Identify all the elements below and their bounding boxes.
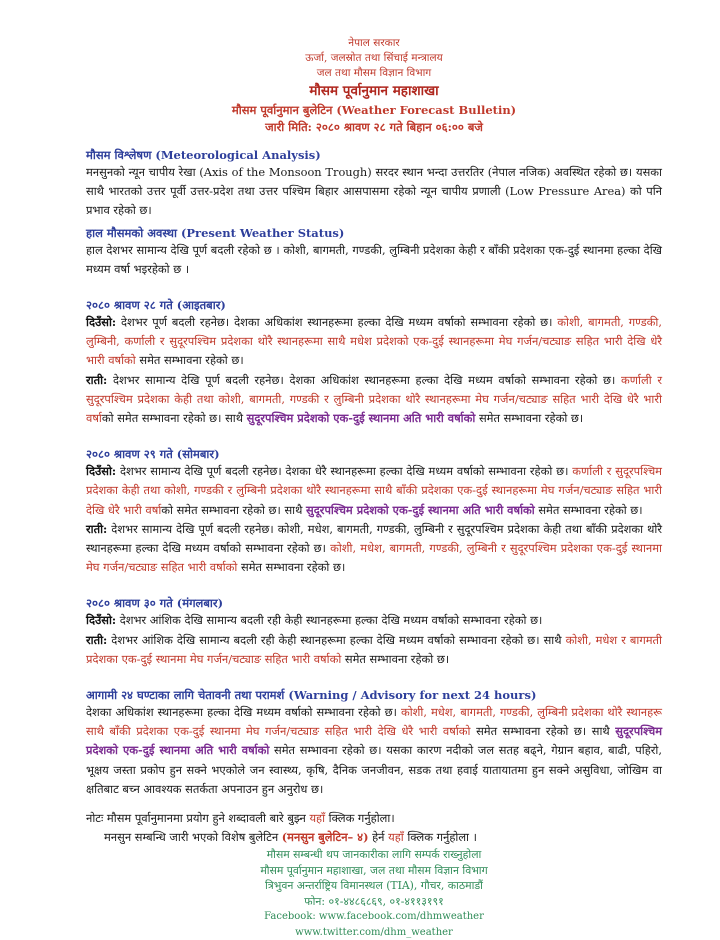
- night-text: समेत सम्भावना रहेको छ।: [237, 560, 346, 575]
- note-text: नोटः मौसम पूर्वानुमानमा प्रयोग हुने शब्दावली बारे बुझ्न: [86, 811, 310, 826]
- day1-daytime: [86, 313, 662, 371]
- night-text: समेत सम्भावना रहेको छ।: [341, 651, 450, 666]
- issue-date: जारी मिति: २०८० श्रावण २८ गते बिहान ०६:०० बजे: [265, 120, 483, 134]
- analysis-text: मनसुनको न्यून चापीय रेखा (Axis of the Monsoon Trough) सरदर स्थान भन्दा उत्तरतिर (नेपाल नजिक) अवस्थित रहेको छ। यसका साथै भारतको उत्तर पूर्वी उत्तर-प्रदेश तथा उत्तर पश्चिम बिहार आसपासमा रहेको न्यून चापीय प्रणाली (Low Pressure Area) को पनि प्रभाव रहेको छ।: [86, 165, 662, 218]
- day2-title: २०८० श्रावण २९ गते (सोमबार): [86, 447, 220, 462]
- very-heavy-rain-text: सुदूरपश्चिम प्रदेशको एक-दुई स्थानमा अति भारी वर्षाको: [246, 411, 476, 426]
- contact-intro: मौसम सम्बन्धी थप जानकारीका लागि सम्पर्क राख्नुहोला: [266, 848, 482, 862]
- heavy-rain-text: कर्णाली र सुदूरपश्चिम प्रदेशका केही तथा कोशी, बागमती, गण्डकी र लुम्बिनी प्रदेशका थोरै स्थानहरूमा मेघ गर्जन/चट्याङ सहित भारी देखि धेरै भारी वर्षा: [86, 372, 662, 426]
- ministry-name: ऊर्जा, जलस्रोत तथा सिंचाई मन्त्रालय: [305, 52, 443, 64]
- analysis-title: मौसम विश्लेषण (Meteorological Analysis): [86, 148, 321, 162]
- contact-division: मौसम पूर्वानुमान महाशाखा, जल तथा मौसम विज्ञान विभाग: [260, 863, 488, 877]
- twitter-link[interactable]: www.twitter.com/dhm_weather: [295, 926, 453, 938]
- note-text: हेर्न: [368, 830, 389, 845]
- heavy-rain-text: कोशी, मधेश, बागमती, गण्डकी, लुम्बिनी र सुदूरपश्चिम प्रदेशका एक-दुई स्थानमा मेघ गर्जन/चट्याङ सहित भारी वर्षाको: [86, 541, 662, 575]
- day-text: देशभर आंशिक देखि सामान्य बदली रही केही स्थानहरूमा हल्का देखि मध्यम वर्षाको सम्भावना रहेको छ।: [116, 613, 543, 628]
- heavy-rain-text: कोशी, मधेश र बागमती प्रदेशका एक-दुई स्थानमा मेघ गर्जन/चट्याङ सहित भारी वर्षाको: [86, 632, 662, 666]
- day3-daytime: [86, 611, 662, 630]
- division-title: मौसम पूर्वानुमान महाशाखा: [309, 83, 439, 99]
- very-heavy-rain-text: सुदूरपश्चिम प्रदेशको एक-दुई स्थानमा अति भारी वर्षाको: [306, 502, 535, 517]
- warning-text-part: समेत सम्भावना रहेको छ। साथै: [470, 724, 616, 739]
- govt-name: नेपाल सरकार: [348, 37, 400, 49]
- day2-night: [86, 520, 662, 578]
- night-text: को समेत सम्भावना रहेको छ। साथै: [101, 411, 247, 426]
- note-text: क्लिक गर्नुहोला ।: [403, 830, 477, 845]
- day-label: दिउँसो:: [86, 613, 117, 628]
- night-label: राती:: [86, 521, 108, 536]
- day-text: देशभर सामान्य देखि पूर्ण बदली रहनेछ। देशका धेरै स्थानहरूमा हल्का देखि मध्यम वर्षाको सम्भावना रहेको छ।: [116, 464, 573, 479]
- heavy-rain-text: कोशी, मधेश, बागमती, गण्डकी, लुम्बिनी प्रदेशका थोरै स्थानहरू साथै बाँकी प्रदेशका एक-दुई स्थानमा मेघ गर्जन/चट्याङ सहित भारी देखि धेरै भारी वर्षाको: [86, 705, 662, 739]
- notes-block: [86, 809, 662, 847]
- current-weather-title: हाल मौसमको अवस्था (Present Weather Status): [86, 225, 345, 240]
- warning-text: [86, 703, 662, 799]
- night-text: समेत सम्भावना रहेको छ।: [475, 411, 584, 426]
- heavy-rain-text: कोशी, बागमती, गण्डकी, लुम्बिनी, कर्णाली र सुदूरपश्चिम प्रदेशका थोरै स्थानहरूमा साथै मधेश प्रदेशको एक-दुई स्थानहरूमा मेघ गर्जन/चट्याङ सहित भारी देखि धेरै भारी वर्षाको: [86, 315, 662, 368]
- monsoon-bulletin-label: (मनसुन बुलेटिन– ४): [281, 830, 369, 845]
- contact-address: त्रिभुवन अन्तर्राष्ट्रिय विमानस्थल (TIA), गौचर, काठमाडौं: [265, 879, 483, 893]
- contact-footer: [86, 847, 662, 940]
- day3-night: [86, 631, 662, 669]
- night-text: देशभर आंशिक देखि सामान्य बदली रही केही स्थानहरूमा हल्का देखि मध्यम वर्षाको सम्भावना रहेको छ। साथै: [107, 632, 566, 647]
- heavy-rain-text: कर्णाली र सुदूरपश्चिम प्रदेशका केही तथा कोशी, गण्डकी र लुम्बिनी प्रदेशका थोरै स्थानहरूमा साथै बाँकी प्रदेशका एक-दुई स्थानहरूमा मेघ गर्जन/चट्याङ सहित भारी देखि धेरै भारी वर्षा: [86, 464, 662, 517]
- bulletin-header: [86, 36, 662, 135]
- day-text: देशभर पूर्ण बदली रहनेछ। देशका अधिकांश स्थानहरूमा हल्का देखि मध्यम वर्षाको सम्भावना रहेको छ।: [116, 315, 558, 330]
- contact-phone: फोन: ०१-४४८६८६९, ०१-४११३१९१: [304, 894, 444, 908]
- night-text: देशभर सामान्य देखि पूर्ण बदली रहनेछ। देशका अधिकांश स्थानहरूमा हल्का देखि मध्यम वर्षाको सम्भावना रहेको छ।: [107, 372, 622, 387]
- day-text: को समेत सम्भावना रहेको छ। साथै: [161, 502, 307, 517]
- night-label: राती:: [86, 372, 108, 387]
- day2-daytime: [86, 462, 662, 520]
- day-label: दिउँसो:: [86, 464, 117, 479]
- day1-night: [86, 371, 662, 429]
- current-weather-text: हाल देशभर सामान्य देखि पूर्ण बदली रहेको छ । कोशी, बागमती, गण्डकी, लुम्बिनी प्रदेशका केही र बाँकी प्रदेशका एक-दुई स्थानमा हल्का देखि मध्यम वर्षा भइरहेको छ ।: [86, 242, 662, 276]
- night-text: देशभर सामान्य देखि पूर्ण बदली रहनेछ। कोशी, मधेश, बागमती, गण्डकी, लुम्बिनी र सुदूरपश्चिम प्रदेशका केही तथा बाँकी प्रदेशका थोरै स्थानहरूमा हल्का देखि मध्यम वर्षाको सम्भावना रहेको छ।: [86, 521, 662, 556]
- note-text: क्लिक गर्नुहोला।: [325, 811, 395, 826]
- warning-text-part: देशका अधिकांश स्थानहरूमा हल्का देखि मध्यम वर्षाको सम्भावना रहेको छ।: [86, 705, 401, 720]
- night-label: राती:: [86, 632, 108, 647]
- warning-title: आगामी २४ घण्टाका लागि चेतावनी तथा परामर्श (Warning / Advisory for next 24 hours): [86, 688, 537, 703]
- day-text: समेत सम्भावना रहेको छ।: [534, 502, 643, 517]
- warning-text-part: समेत सम्भावना रहेको छ। यसका कारण नदीको जल सतह बढ्ने, गेग्रान बहाव, बाढी, पहिरो, भूक्षय जस्ता प्रकोप हुन सक्ने भएकोले जन स्वास्थ्य, कृषि, दैनिक जनजीवन, सडक तथा हवाई यातायातमा हुन सक्ने असुविधा, जोखिम वा क्षतिबाट बच्न आवश्यक सतर्कता अपनाउन हुन अनुरोध छ।: [86, 743, 662, 796]
- bulletin-title: मौसम पूर्वानुमान बुलेटिन (Weather Forecast Bulletin): [231, 103, 517, 117]
- very-heavy-rain-text: सुदूरपश्चिम प्रदेशको एक-दुई स्थानमा अति भारी वर्षाको: [86, 724, 663, 758]
- day3-title: २०८० श्रावण ३० गते (मंगलबार): [86, 596, 224, 611]
- monsoon-bulletin-link[interactable]: यहाँ: [388, 830, 404, 845]
- note-terminology: [86, 809, 662, 828]
- day1-title: २०८० श्रावण २८ गते (आइतबार): [86, 298, 226, 313]
- note-text: मनसुन सम्बन्धि जारी भएको विशेष बुलेटिन: [104, 830, 282, 845]
- terminology-link[interactable]: यहाँ: [309, 811, 326, 826]
- day-text: समेत सम्भावना रहेको छ।: [135, 353, 244, 368]
- note-monsoon-bulletin: [86, 828, 662, 847]
- day-label: दिउँसो:: [86, 315, 117, 330]
- facebook-link[interactable]: Facebook: www.facebook.com/dhmweather: [264, 911, 484, 923]
- department-name: जल तथा मौसम विज्ञान विभाग: [316, 67, 432, 79]
